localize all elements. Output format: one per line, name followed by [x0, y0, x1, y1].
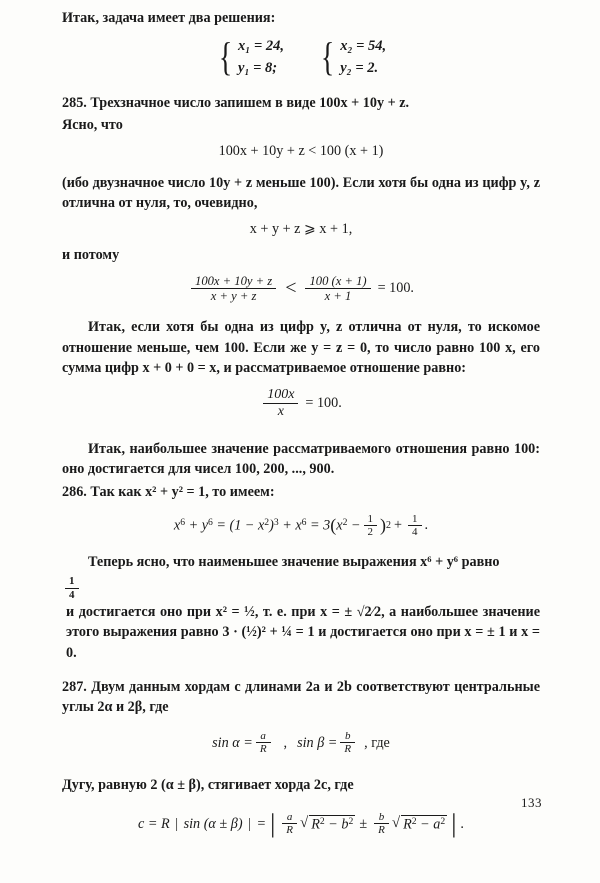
system-1: [216, 35, 284, 80]
equation-285-4-tail: = 100.: [305, 395, 342, 412]
R-denominator-1: R: [256, 742, 271, 756]
fraction-one-half-286: [364, 513, 378, 540]
problem-287-heading: [62, 677, 540, 718]
system-1-eq-2: y₁ = 8;: [238, 60, 278, 77]
quarter-value-numerator: 1: [69, 574, 75, 587]
problem-285-para-d: Итак, если хотя бы одна из цифр y, z отлична от нуля, то искомое отношение меньше, чем 100. Если же y = z = 0, то число равно 100 x, его сумма цифр x + 0 + 0 = x, и рассматриваемое отношение равно:: [62, 319, 540, 377]
equation-287-2-lhs: c = R | sin (α ± β) | =: [138, 815, 267, 832]
fraction-100x-numerator: 100x: [267, 386, 295, 402]
equation-286-1: [62, 513, 540, 540]
gde-label-287: , где: [364, 734, 390, 751]
fraction-right-denominator: x + 1: [305, 288, 370, 304]
fraction-100x-over-x: [263, 387, 298, 421]
period-287: .: [460, 815, 464, 832]
brace-left-1: {: [218, 34, 233, 80]
R-denominator-2: R: [340, 742, 355, 756]
fraction-100x-denominator: x: [263, 403, 298, 421]
radical-sign-2: √: [391, 815, 401, 831]
paren-close-286: ): [380, 515, 387, 536]
fraction-one-quarter-286: [408, 513, 422, 540]
period-286: .: [424, 517, 429, 534]
fraction-right: [305, 274, 370, 305]
equation-286-1-inner: $x^2$ −: [336, 517, 361, 534]
fraction-b-over-R: [340, 730, 355, 757]
b-numerator: b: [345, 729, 351, 742]
fraction-a-over-R-2: [282, 811, 297, 838]
less-than-sign: <: [285, 277, 297, 300]
half-denominator: 2: [364, 525, 378, 539]
equation-285-2: x + y + z ⩾ x + 1,: [249, 220, 353, 237]
equation-285-4: [62, 387, 540, 421]
problem-287-text: Двум данным хордам с длинами 2a и 2b соответствуют центральные углы 2α и 2β, где: [62, 678, 541, 716]
problem-285-text2: Ясно, что: [62, 117, 123, 134]
paren-open-286: (: [330, 515, 337, 536]
intro-paragraph: Итак, задача имеет два решения:: [62, 10, 276, 26]
equation-systems: [62, 35, 540, 80]
plus-minus-287: ±: [359, 815, 368, 832]
problem-286-para-b1-text: Теперь ясно, что наименьшее значение выражения x⁶ + y⁶ равно: [88, 554, 500, 571]
abs-bar-open: |: [270, 809, 276, 839]
problem-285-para-c: и потому: [62, 246, 120, 263]
equation-286-1-lhs: $x^6 + y^6 = (1 - x^2)^3 + x^6 = 3$: [173, 517, 331, 534]
system-2-eq-2: y₂ = 2.: [340, 60, 379, 77]
comma-287: ,: [283, 734, 288, 751]
fraction-a-over-R: [256, 730, 271, 757]
page-content: [62, 8, 540, 847]
problem-286-para-b1: [62, 552, 540, 573]
abs-bar-close: |: [451, 809, 457, 839]
radical-sign-1: √: [300, 815, 309, 831]
square-exponent-286: 2: [386, 520, 392, 532]
page-number: 133: [521, 795, 542, 810]
equation-285-3-tail: = 100.: [377, 280, 414, 297]
radicand-1: $R^2 - b^2$: [311, 816, 354, 833]
system-2-eq-1: x₂ = 54,: [340, 37, 387, 54]
system-2: [318, 35, 386, 80]
problem-286-para-b2: [62, 575, 540, 664]
problem-286-para-b2-text: и достигается оно при x² = ½, т. е. при x = ± √2⁄2, а наибольшее значение этого выражения равно 3 · (½)² + ¼ = 1 и достигается оно при x = ± 1 и x = 0.: [66, 603, 540, 661]
problem-285-para-b: (ибо двузначное число 10y + z меньше 100). Если хотя бы одна из цифр y, z отлична от нуля, то, очевидно,: [62, 174, 540, 212]
problem-287-para-b: Дугу, равную 2 (α ± β), стягивает хорда 2c, где: [62, 776, 354, 793]
problem-286-number: 286.: [62, 483, 87, 500]
problem-287-number: 287.: [62, 678, 87, 695]
R-denominator-3: R: [282, 823, 297, 837]
equation-287-2: [62, 809, 540, 839]
fraction-b-over-R-2: [374, 811, 389, 838]
fraction-one-quarter-value: [65, 575, 79, 602]
quarter-value-denominator: 4: [65, 588, 79, 602]
plus-sign-286: +: [394, 517, 403, 534]
fraction-left-numerator: 100x + 10y + z: [195, 273, 273, 288]
fraction-right-numerator: 100 (x + 1): [309, 273, 367, 288]
equation-285-3: [62, 274, 540, 305]
problem-285-heading: [62, 93, 540, 114]
system-1-eq-1: x₁ = 24,: [238, 37, 284, 54]
radical-R2-minus-b2: [300, 815, 355, 833]
radicand-2: $R^2 - a^2$: [403, 816, 446, 833]
problem-285-para-e: Итак, наибольшее значение рассматриваемого отношения равно 100: оно достигается для чисел 100, 200, ..., 900.: [62, 440, 540, 478]
brace-left-2: {: [320, 34, 335, 80]
half-numerator: 1: [367, 512, 374, 525]
problem-286-text: Так как x² + y² = 1, то имеем:: [90, 483, 275, 500]
sin-alpha: sin α =: [212, 734, 253, 751]
quarter-numerator: 1: [412, 512, 418, 525]
radical-R2-minus-a2: [392, 815, 447, 833]
sin-beta: sin β =: [297, 734, 338, 751]
equation-285-1: 100x + 10y + z < 100 (x + 1): [218, 142, 384, 159]
a-numerator: a: [260, 729, 266, 742]
problem-285-text: Трехзначное число запишем в виде 100x + 10y + z.: [90, 94, 410, 111]
quarter-denominator: 4: [408, 525, 422, 539]
a-numerator-2: a: [286, 810, 293, 823]
equation-287-1: [62, 730, 540, 757]
fraction-left-denominator: x + y + z: [191, 288, 276, 304]
problem-285-number: 285.: [62, 94, 87, 111]
problem-286-heading: [62, 482, 540, 503]
R-denominator-4: R: [374, 823, 389, 837]
fraction-left: [191, 274, 276, 305]
b-numerator-2: b: [378, 810, 385, 823]
